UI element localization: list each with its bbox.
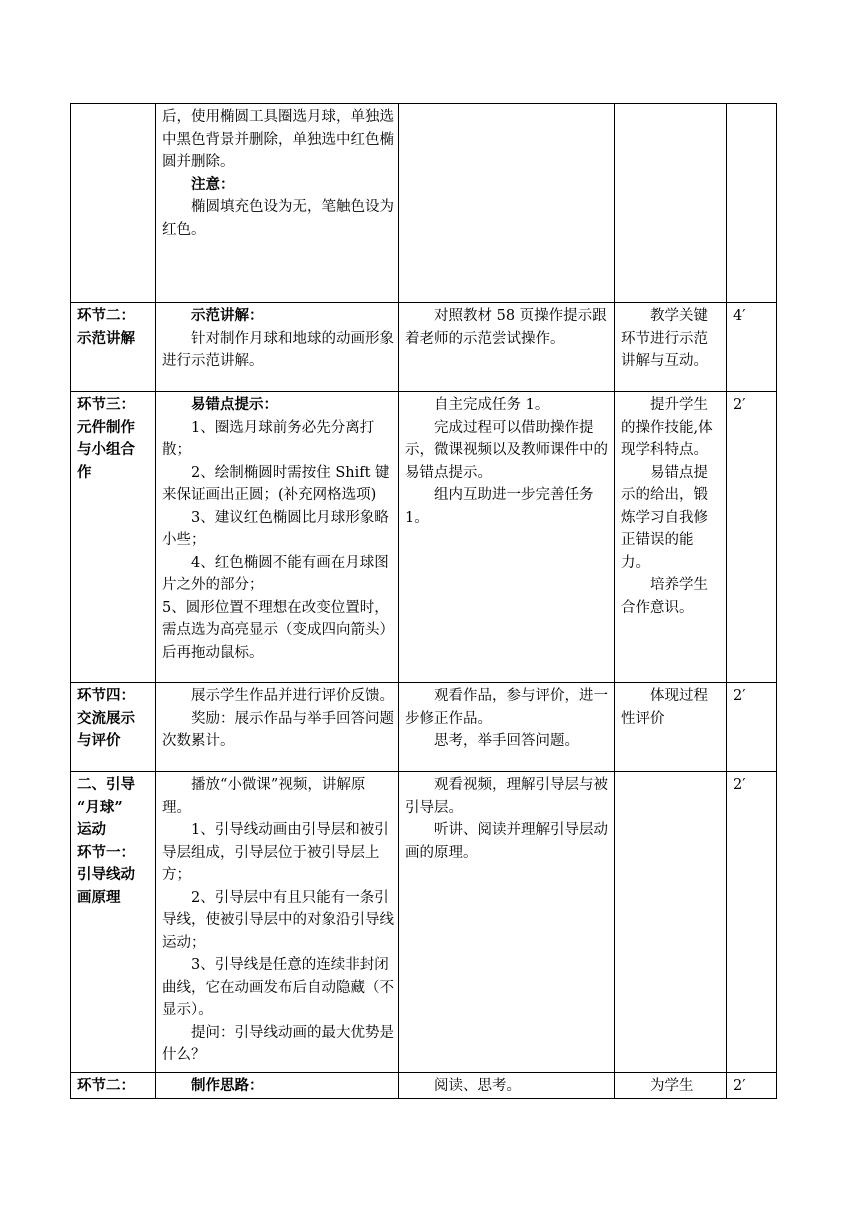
time-cell (727, 772, 777, 1073)
time-cell (727, 683, 777, 772)
teacher-paragraph: 1、引导线动画由引导层和被引导层组成，引导层位于被引导层上方； (162, 822, 389, 883)
intent-paragraph: 提升学生的操作技能,体现学科特点。 (621, 397, 713, 458)
intent-paragraph: 为学生 (650, 1078, 694, 1094)
table-row (71, 303, 777, 392)
intent-paragraph: 体现过程性评价 (621, 688, 708, 727)
teacher-activity-cell (156, 772, 399, 1073)
time-value: 2′ (733, 1078, 746, 1094)
intent-paragraph: 教学关键环节进行示范讲解与互动。 (621, 308, 708, 369)
design-intent-cell (615, 392, 727, 683)
design-intent-cell (615, 1073, 727, 1099)
stage-line: 环节一： (77, 843, 135, 861)
teacher-paragraph: 3、建议红色椭圆比月球形象略小些； (162, 509, 389, 548)
student-activity-cell (399, 104, 615, 303)
intent-paragraph: 培养学生合作意识。 (621, 577, 708, 616)
table-row (71, 772, 777, 1073)
table-row (71, 392, 777, 683)
design-intent-cell (615, 104, 727, 303)
student-paragraph: 组内互助进一步完善任务 1。 (405, 487, 594, 526)
teacher-paragraph: 示范讲解： (191, 307, 264, 324)
design-intent-cell (615, 303, 727, 392)
design-intent-cell (615, 683, 727, 772)
teacher-activity-cell (156, 683, 399, 772)
teacher-activity-cell (156, 1073, 399, 1099)
time-cell (727, 392, 777, 683)
design-intent-cell (615, 772, 727, 1073)
table-row (71, 683, 777, 772)
student-paragraph: 听讲、阅读并理解引导层动画的原理。 (405, 822, 608, 861)
student-activity-cell (399, 1073, 615, 1099)
stage-line: 示范讲解 (77, 329, 135, 347)
teacher-paragraph: 播放“小微课”视频，讲解原理。 (162, 777, 366, 816)
stage-cell (71, 1073, 156, 1099)
teacher-paragraph: 针对制作月球和地球的动画形象进行示范讲解。 (162, 330, 394, 369)
teacher-paragraph: 后，使用椭圆工具圈选月球，单独选中黑色背景并删除，单独选中红色椭圆并删除。 (162, 109, 394, 170)
stage-line: 画原理 (77, 888, 121, 906)
student-activity-cell (399, 392, 615, 683)
time-cell (727, 104, 777, 303)
student-paragraph: 观看作品，参与评价，进一步修正作品。 (405, 688, 608, 727)
stage-line: “月球” (77, 798, 123, 816)
teacher-paragraph: 注意： (191, 175, 235, 193)
stage-cell (71, 303, 156, 392)
stage-cell (71, 772, 156, 1073)
teacher-paragraph: 制作思路： (191, 1077, 264, 1094)
table-row (71, 104, 777, 303)
stage-line: 作 (77, 463, 92, 481)
student-paragraph: 自主完成任务 1。 (434, 397, 550, 413)
student-activity-cell (399, 303, 615, 392)
stage-line: 运动 (77, 821, 106, 838)
table-row (71, 1073, 777, 1099)
time-cell (727, 1073, 777, 1099)
stage-line: 环节二： (77, 1077, 135, 1094)
teacher-paragraph: 4、红色椭圆不能有画在月球图片之外的部分； (162, 554, 389, 593)
teacher-paragraph: 2、引导层中有且只能有一条引导线，使被引导层中的对象沿引导线运动； (162, 889, 394, 951)
teacher-paragraph: 2、绘制椭圆时需按住 Shift 键来保证画出正圆；(补充网格选项) (162, 464, 390, 503)
lesson-plan-body (71, 104, 777, 1099)
stage-line: 引导线动 (77, 866, 135, 883)
teacher-paragraph: 1、圈选月球前务必先分离打散； (162, 419, 375, 458)
time-cell (727, 303, 777, 392)
teacher-paragraph: 5、圆形位置不理想在改变位置时，需点选为高亮显示（变成四向箭头）后再拖动鼠标。 (162, 599, 394, 661)
stage-cell (71, 104, 156, 303)
stage-line: 与小组合 (77, 441, 135, 458)
stage-line: 交流展示 (77, 709, 135, 727)
stage-line: 环节三： (77, 396, 135, 413)
time-value: 2′ (733, 688, 746, 704)
lesson-plan-table (70, 103, 777, 1099)
teacher-activity-cell (156, 303, 399, 392)
time-value: 2′ (733, 777, 746, 793)
student-paragraph: 思考，举手回答问题。 (434, 733, 579, 749)
stage-line: 环节二： (77, 307, 135, 324)
student-activity-cell (399, 683, 615, 772)
time-value: 4′ (733, 308, 746, 324)
teacher-paragraph: 椭圆填充色设为无，笔触色设为红色。 (162, 199, 394, 238)
stage-cell (71, 683, 156, 772)
student-paragraph: 对照教材 58 页操作提示跟着老师的示范尝试操作。 (405, 308, 607, 347)
teacher-paragraph: 3、引导线是任意的连续非封闭曲线，它在动画发布后自动隐藏（不显示）。 (162, 957, 394, 1018)
student-paragraph: 完成过程可以借助操作提示，微课视频以及教师课件中的易错点提示。 (405, 419, 608, 481)
teacher-activity-cell (156, 392, 399, 683)
teacher-paragraph: 奖励：展示作品与举手回答问题次数累计。 (162, 710, 394, 749)
teacher-activity-cell (156, 104, 399, 303)
intent-paragraph: 易错点提示的给出，锻炼学习自我修正错误的能力。 (621, 464, 708, 571)
teacher-paragraph: 易错点提示： (191, 396, 278, 413)
stage-line: 二、引导 (77, 776, 135, 793)
stage-cell (71, 392, 156, 683)
teacher-paragraph: 展示学生作品并进行评价反馈。 (191, 688, 394, 704)
student-paragraph: 阅读、思考。 (434, 1078, 521, 1094)
stage-line: 环节四： (77, 687, 135, 704)
stage-line: 与评价 (77, 732, 121, 749)
student-paragraph: 观看视频，理解引导层与被引导层。 (405, 777, 608, 816)
stage-line: 元件制作 (77, 418, 135, 436)
teacher-paragraph: 提问：引导线动画的最大优势是什么？ (162, 1024, 394, 1063)
student-activity-cell (399, 772, 615, 1073)
time-value: 2′ (733, 397, 746, 413)
